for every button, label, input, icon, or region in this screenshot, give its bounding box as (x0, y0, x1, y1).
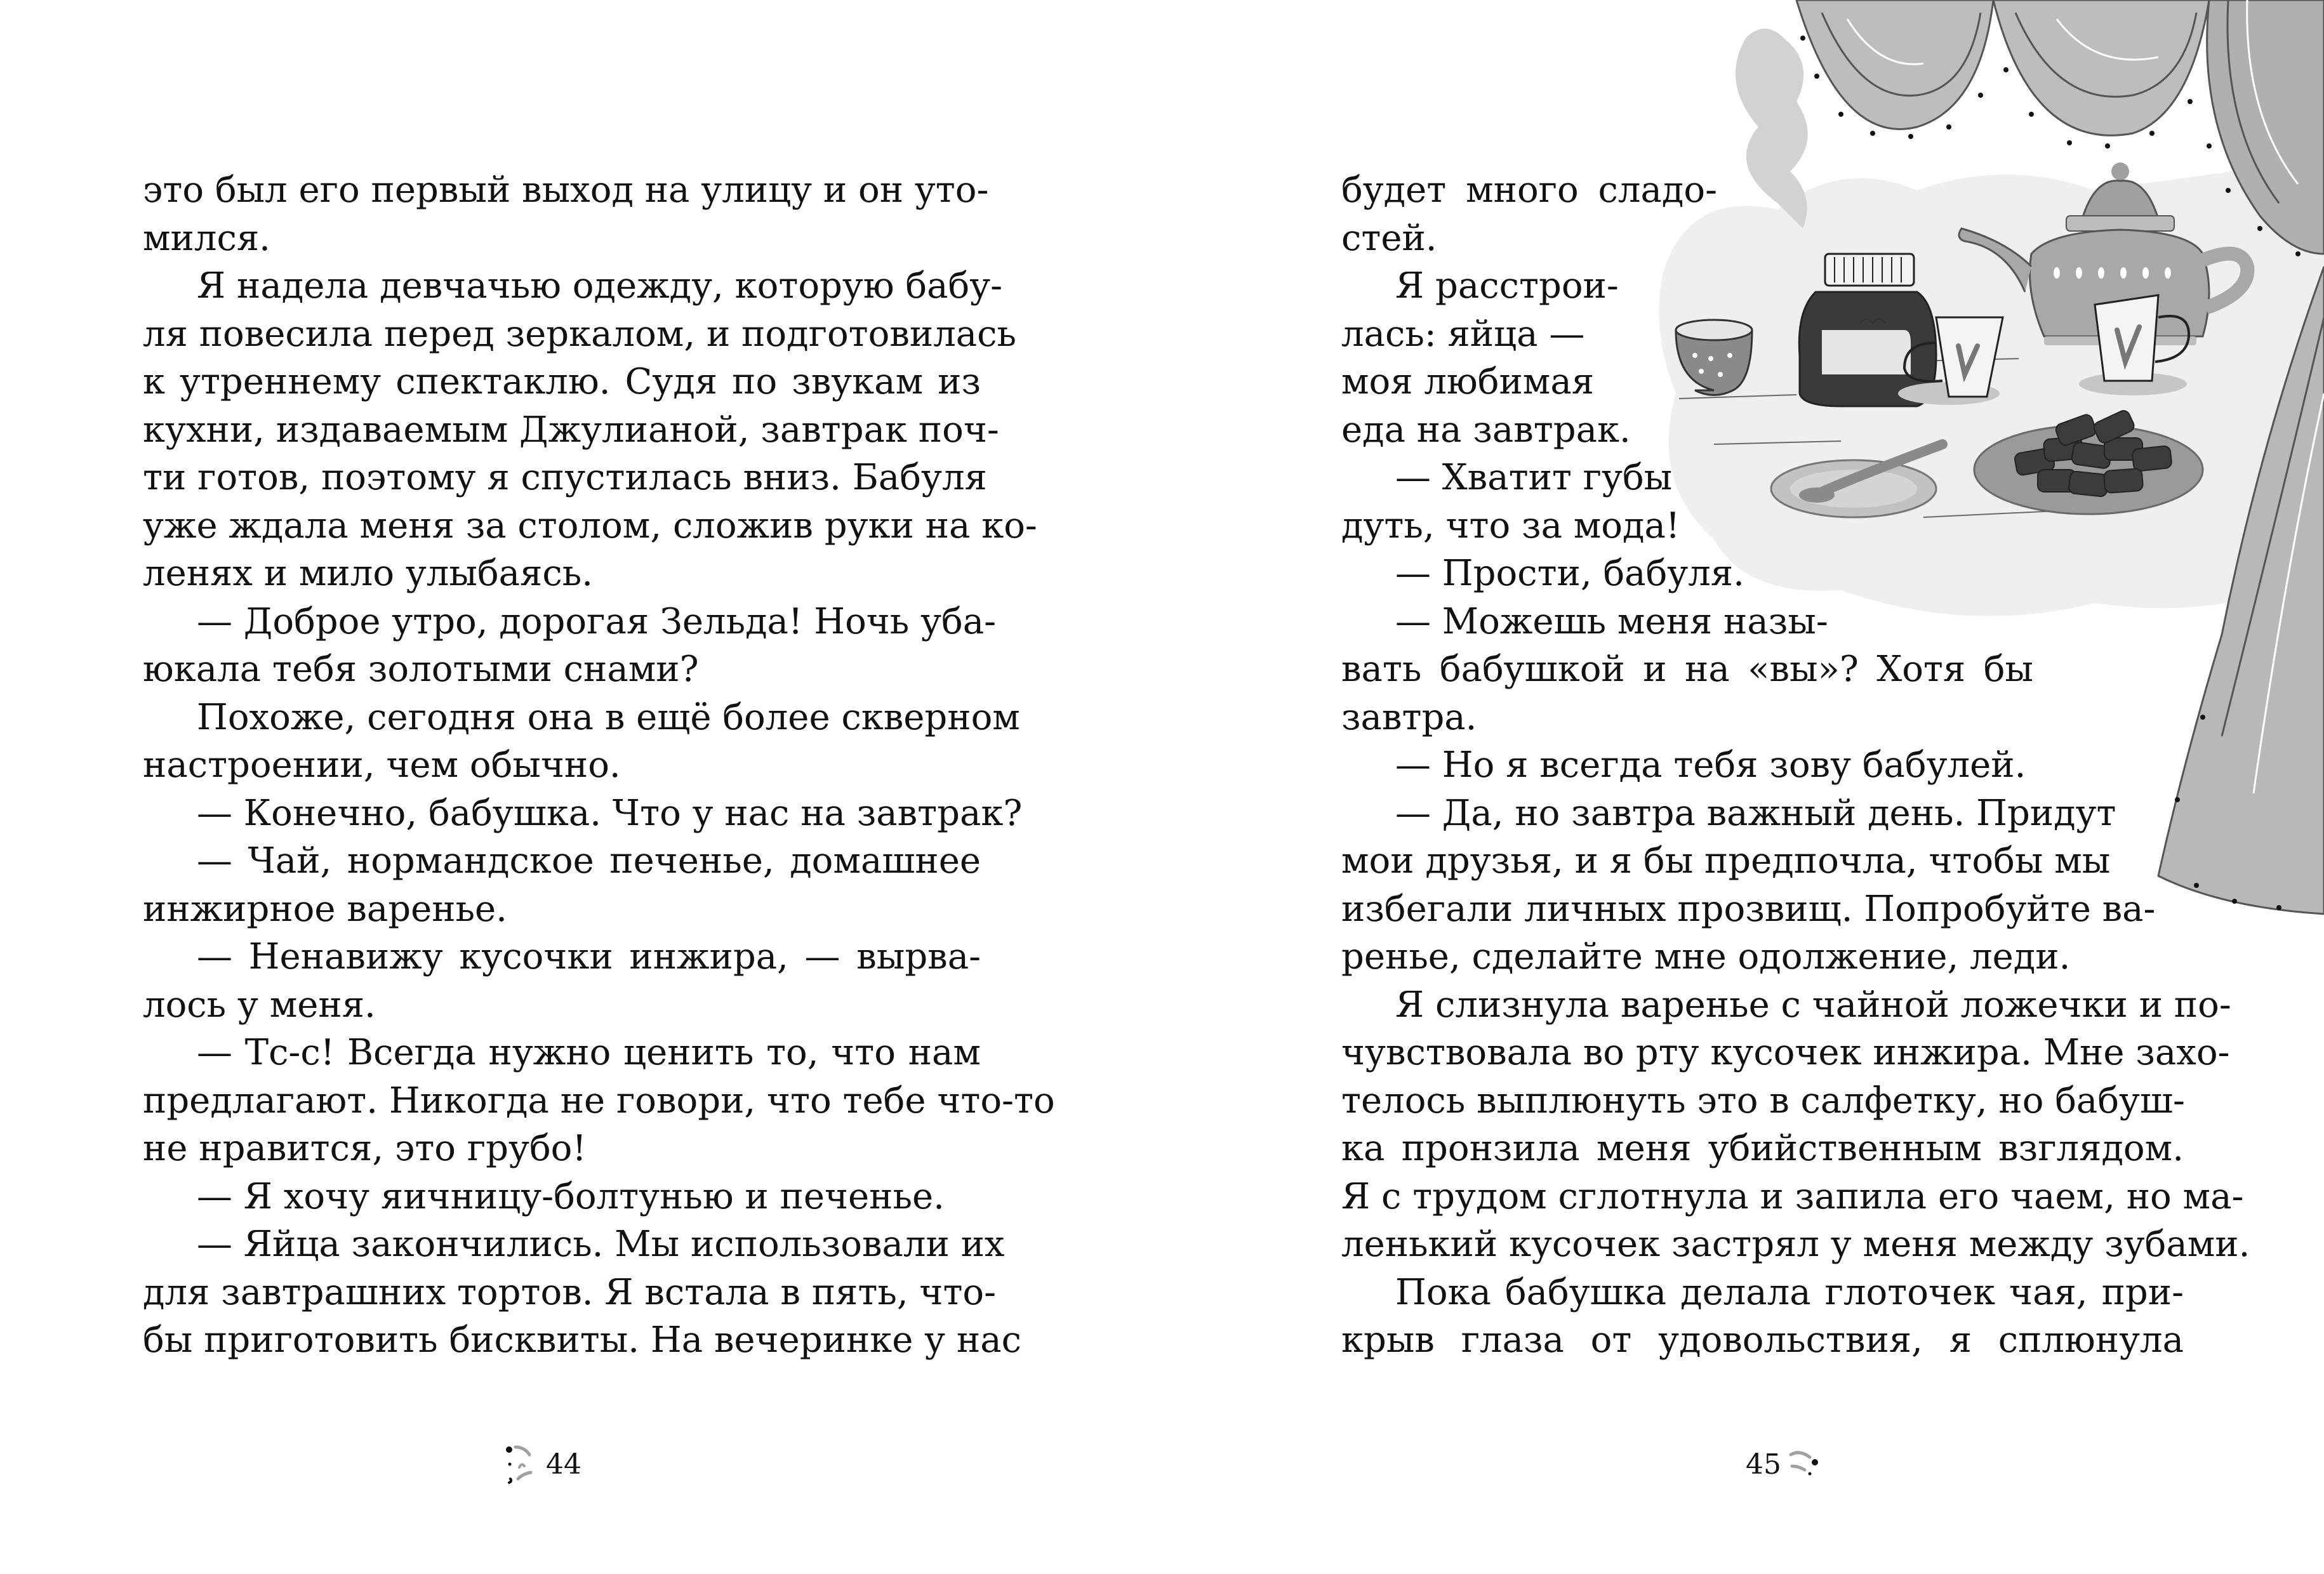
text-line: стей. (1341, 217, 1437, 259)
text-line: ка пронзила меня убийственным взглядом. (1341, 1128, 2184, 1169)
text-line: крыв глаза от удовольствия, я сплюнула (1341, 1319, 2184, 1361)
text-line: — Прости, бабуля. (1395, 553, 1744, 594)
text-line: юкала тебя золотыми снами? (143, 649, 699, 690)
text-line: — Но я всегда тебя зову бабулей. (1395, 744, 2026, 786)
text-line: моя любимая (1341, 361, 1595, 402)
page-ornament-right-icon (1787, 1442, 1825, 1486)
text-line: ти готов, поэтому я спустилась вниз. Бабуля (143, 457, 987, 498)
text-line: Пока бабушка делала глоточек чая, при- (1395, 1271, 2184, 1313)
text-line: еда на завтрак. (1341, 409, 1631, 451)
text-line: лось у меня. (143, 984, 376, 1026)
left-text-column (143, 166, 1055, 1365)
text-line: Я расстрои- (1395, 265, 1619, 307)
text-line: не нравится, это грубо! (143, 1128, 587, 1169)
text-line: — Доброе утро, дорогая Зельда! Ночь уба- (197, 600, 997, 642)
text-line: Я слизнула варенье с чайной ложечки и по- (1395, 984, 2231, 1026)
text-line: для завтрашних тортов. Я встала в пять, что- (143, 1271, 997, 1313)
text-line: Я надела девчачью одежду, которую бабу- (197, 265, 1003, 307)
text-line: Я с трудом сглотнула и запила его чаем, но ма- (1341, 1175, 2244, 1217)
text-line: дуть, что за мода! (1341, 505, 1680, 546)
text-line: кухни, издаваемым Джулианой, завтрак поч- (143, 409, 999, 451)
text-line: — Хватит губы (1395, 457, 1673, 498)
text-line: ренье, сделайте мне одолжение, леди. (1341, 936, 2071, 977)
page-number-right: 45 (1746, 1448, 1781, 1481)
tea-party-illustration (1650, 0, 2324, 927)
text-line: будет много сладо- (1341, 169, 1717, 211)
text-line: инжирное варенье. (143, 888, 507, 930)
text-line: ленький кусочек застрял у меня между зубами. (1341, 1224, 2250, 1265)
text-line: это был его первый выход на улицу и он уто- (143, 169, 989, 211)
text-line: ленях и мило улыбаясь. (143, 553, 594, 594)
text-line: — Чай, нормандское печенье, домашнее (197, 840, 981, 882)
text-line: ля повесила перед зеркалом, и подготовилась (143, 313, 1017, 355)
text-line: — Можешь меня назы- (1395, 600, 1828, 642)
text-line: завтра. (1341, 696, 1477, 738)
text-line: телось выплюнуть это в салфетку, но бабуш- (1341, 1080, 2185, 1121)
text-line: избегали личных прозвищ. Попробуйте ва- (1341, 888, 2156, 930)
text-line: — Яйца закончились. Мы использовали их (197, 1224, 1005, 1265)
page-ornament-left-icon (501, 1442, 540, 1486)
text-line: вать бабушкой и на «вы»? Хотя бы (1341, 649, 2033, 690)
text-line: предлагают. Никогда не говори, что тебе что-то (143, 1080, 1055, 1121)
text-line: — Тс-с! Всегда нужно ценить то, что нам (197, 1032, 981, 1073)
page-number-left: 44 (546, 1448, 581, 1481)
text-line: к утреннему спектаклю. Судя по звукам из (143, 361, 981, 402)
text-line: Похоже, сегодня она в ещё более скверном (197, 696, 1020, 738)
text-line: чувствовала во рту кусочек инжира. Мне захо- (1341, 1032, 2230, 1073)
steam-icon (1736, 29, 1808, 228)
text-line: — Я хочу яичницу-болтунью и печенье. (197, 1175, 945, 1217)
text-line: бы приготовить бисквиты. На вечеринке у нас (143, 1319, 1021, 1361)
text-line: — Конечно, бабушка. Что у нас на завтрак? (197, 792, 1023, 834)
text-line: мои друзья, и я бы предпочла, чтобы мы (1341, 840, 2111, 882)
text-line: настроении, чем обычно. (143, 744, 621, 786)
text-line: — Ненавижу кусочки инжира, — вырва- (197, 936, 981, 977)
text-line: мился. (143, 217, 270, 259)
text-line: — Да, но завтра важный день. Придут (1395, 792, 2116, 834)
text-line: уже ждала меня за столом, сложив руки на ко- (143, 505, 1037, 546)
text-line: лась: яйца — (1341, 313, 1585, 355)
